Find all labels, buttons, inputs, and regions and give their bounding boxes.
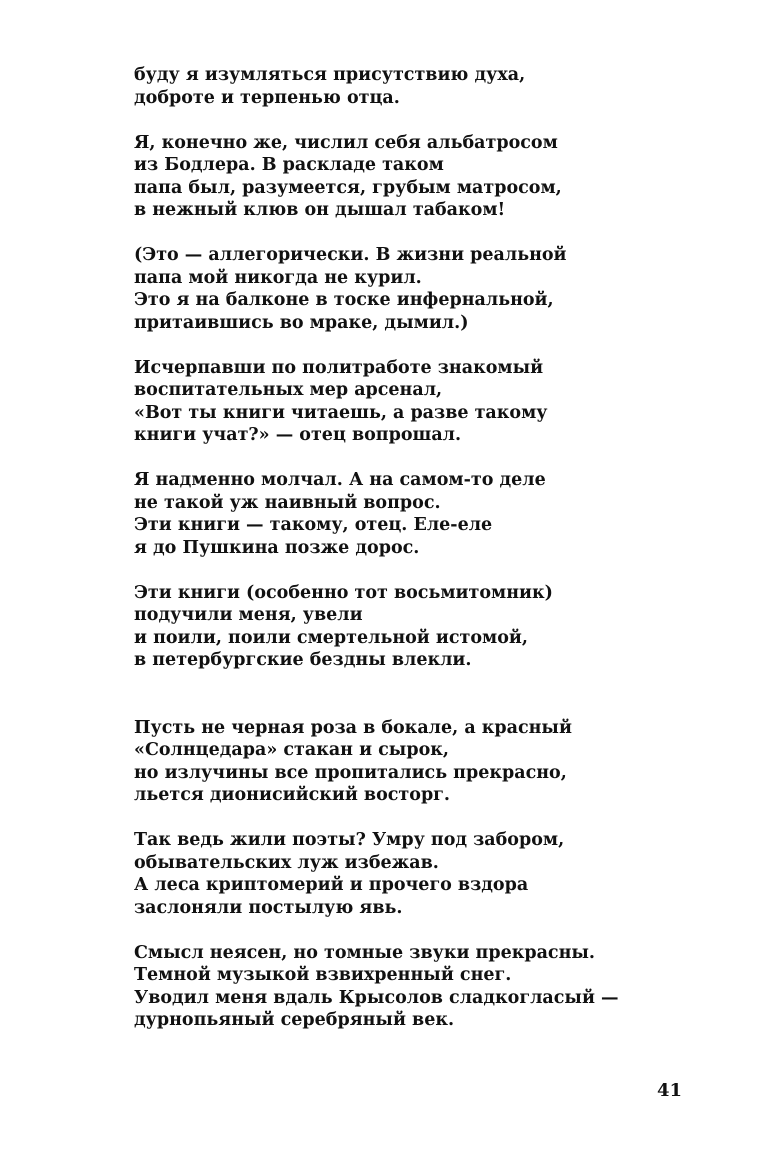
poem-line: обывательских луж избежав. <box>134 852 439 873</box>
stanza-5 <box>134 469 734 559</box>
poem-line: в нежный клюв он дышал табаком! <box>134 200 506 220</box>
poem-line: Я надменно молчал. А на самом-то деле <box>134 470 546 490</box>
poem-line: Смысл неясен, но томные звуки прекрасны. <box>134 942 596 963</box>
poem-line: заслоняли постылую явь. <box>134 897 403 918</box>
stanza-3 <box>134 244 734 334</box>
poem-line: «Вот ты книги читаешь, а разве такому <box>134 402 548 423</box>
poem-line: (Это — аллегорически. В жизни реальной <box>134 245 567 265</box>
poem-line: «Солнцедара» стакан и сырок, <box>134 740 449 760</box>
poem-line: Эти книги (особенно тот восьмитомник) <box>134 582 553 603</box>
poem-line: книги учат?» — отец вопрошал. <box>134 425 462 445</box>
poem-line: в петербургские бездны влекли. <box>134 650 472 670</box>
poem-line: Я, конечно же, числил себя альбатросом <box>134 132 558 153</box>
poem-line: доброте и терпенью отца. <box>134 87 400 108</box>
poem-line: Исчерпавши по политработе знакомый <box>134 357 544 378</box>
poem-line: Эти книги — такому, отец. Еле-еле <box>134 515 493 535</box>
stanza-1 <box>134 64 734 109</box>
poem-line: я до Пушкина позже дорос. <box>134 537 420 558</box>
poem-line: Темной музыкой взвихренный снег. <box>134 965 512 985</box>
poem-line: не такой уж наивный вопрос. <box>134 492 441 513</box>
stanza-2 <box>134 132 734 222</box>
poem-line: воспитательных мер арсенал, <box>134 380 443 400</box>
poem-text <box>134 64 734 1054</box>
stanza-7 <box>134 717 734 807</box>
poem-line: Это я на балконе в тоске инфернальной, <box>134 290 554 310</box>
poem-line: Уводил меня вдаль Крысолов сладкогласый — <box>134 987 619 1008</box>
poem-line: А леса криптомерий и прочего вздора <box>134 875 529 895</box>
poem-line: Пусть не черная роза в бокале, а красный <box>134 717 572 738</box>
poem-line: подучили меня, увели <box>134 605 363 625</box>
poem-line: притаившись во мраке, дымил.) <box>134 312 469 333</box>
poem-line: льется дионисийский восторг. <box>134 785 450 805</box>
stanza-8 <box>134 829 734 919</box>
poem-line: Так ведь жили поэты? Умру под забором, <box>134 830 565 850</box>
poem-line: папа мой никогда не курил. <box>134 267 422 288</box>
stanza-6 <box>134 582 734 672</box>
poem-line: но излучины все пропитались прекрасно, <box>134 762 567 783</box>
poem-line: папа был, разумеется, грубым матросом, <box>134 177 562 198</box>
poem-line: дурнопьяный серебряный век. <box>134 1010 455 1030</box>
stanza-9 <box>134 942 734 1032</box>
stanza-4 <box>134 357 734 447</box>
poem-line: из Бодлера. В раскладе таком <box>134 155 444 175</box>
page-number: 41 <box>656 1080 682 1101</box>
poem-line: и поили, поили смертельной истомой, <box>134 627 528 648</box>
poem-line: буду я изумляться присутствию духа, <box>134 65 526 85</box>
